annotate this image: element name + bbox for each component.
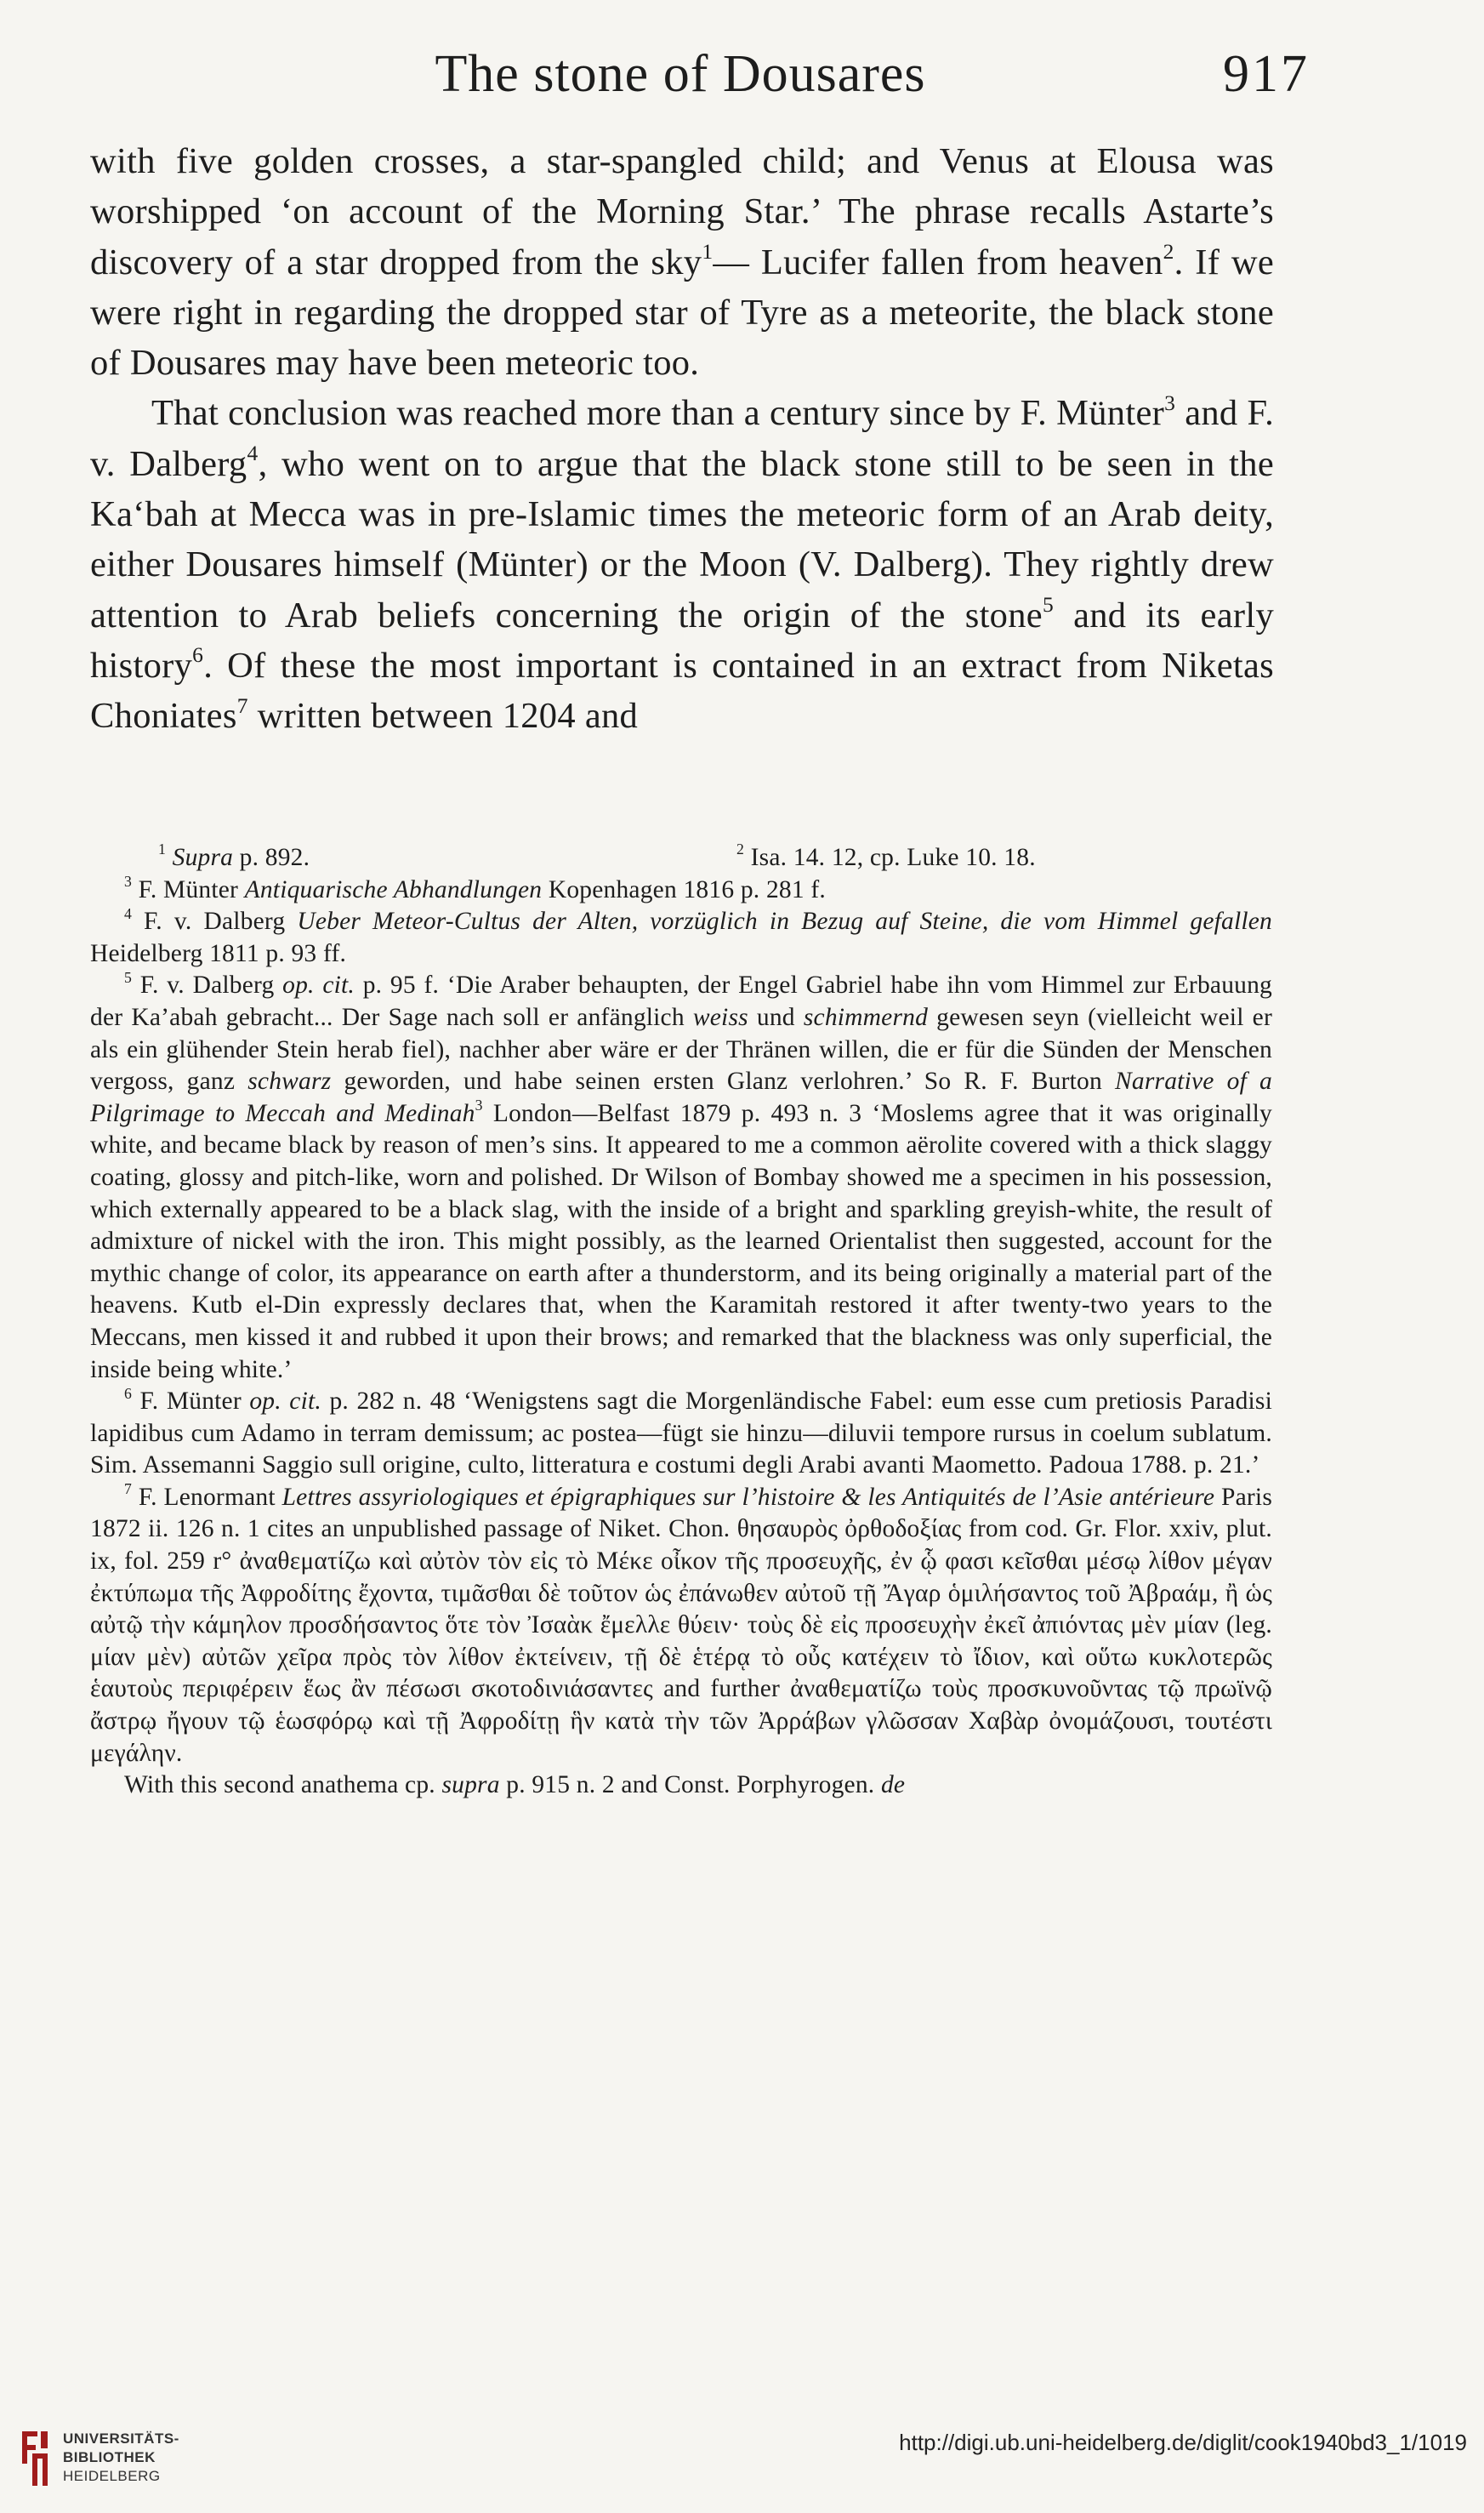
text-run: F. v. Dalberg (132, 908, 298, 936)
text-run: written between 1204 and (247, 696, 639, 737)
logo-line: HEIDELBERG (63, 2468, 161, 2484)
footnote-ref[interactable]: 2 (1163, 238, 1174, 264)
italic-text: Supra (172, 844, 234, 871)
text-run: p. 95 f. ‘Die Araber behaupten, der Engel Gabriel habe ihn vom Himmel zur Erbauung der Ka’abah gebracht... Der Sage nach soll er anfänglich (90, 972, 1272, 1031)
text-run: F. Lenormant (132, 1483, 282, 1511)
text-run: With this second anathema cp. (124, 1771, 442, 1799)
text-run: That conclusion was reached more than a century since by F. Münter (151, 393, 1165, 434)
text-run: p. 892. (233, 844, 310, 871)
text-run: F. v. Dalberg (132, 972, 283, 1000)
text-run: London—Belfast 1879 p. 493 n. 3 ‘Moslems agree that it was originally white, and became black by reason of men’s sins. It appeared to me a common aërolite covered with a thick slaggy coating, glossy and pitch-like, worn and polished. Dr Wilson of Bombay showed me a specimen in his possession, which externally appeared to be a black slag, with the inside of a bright and sparkling greyish-white, the result of admixture of nickel with the iron. This might possibly, as the learned Orientalist then suggested, account for the mythic change of color, its appearance on earth after a thunderstorm, and its being originally a material part of the heavens. Kutb el-Din expressly declares that, when the Karamitah restored it after twenty-two years to the Meccans, men kissed it and rubbed it upon their brows; and remarked that the blackness was only superficial, the inside being white.’ (90, 1099, 1272, 1383)
footnote-ref[interactable]: 6 (192, 642, 204, 668)
main-text (90, 136, 1274, 742)
italic-text: op. cit. (282, 972, 355, 1000)
footnote-3 (90, 875, 1272, 907)
text-run: p. 282 n. 48 ‘Wenigstens sagt die Morgenländische Fabel: eum esse cum pretiosis Paradisi lapidibus cum Adamo in terram demissum; ac postea—fügt sie hinzu—diluvii tempore rursus in coelum sublatum. Sim. Assemanni Saggio sull origine, culto, litteratura e costumi degli Arabi avanti Maometto. Padoua 1788. p. 21.’ (90, 1388, 1272, 1479)
text-run: F. Münter (132, 1388, 250, 1416)
italic-text: schwarz (247, 1068, 332, 1096)
text-run: F. Münter (132, 875, 245, 903)
library-logo[interactable] (15, 2425, 355, 2501)
source-url-link[interactable]: http://digi.ub.uni-heidelberg.de/diglit/cook1940bd3_1/1019 (899, 2430, 1467, 2455)
footnote-number: 5 (124, 968, 133, 986)
text-run: und (748, 1003, 804, 1031)
footnote-1 (90, 842, 702, 875)
footnote-5 (90, 970, 1272, 1386)
italic-text: weiss (692, 1003, 748, 1031)
text-run: Paris 1872 ii. 126 n. 1 cites an unpublished passage of Niket. Chon. θησαυρὸς ὀρθοδοξίας from cod. Gr. Flor. xxiv, plut. ix, fol. 259 r° ἀναθεματίζω καὶ αὐτὸν τὸν εἰς τὸ Μέκε οἶκον τῆς προσευχῆς, ἐν ᾧ φασι κεῖσθαι μέσῳ λίθον μέγαν ἐκτύπωμα τῆς Ἀφροδίτης ἔχοντα, τιμᾶσθαι δὲ τοῦτον ὡς ἐπάνωθεν αὐτοῦ τῇ Ἄγαρ ὁμιλήσαντος τοῦ Ἀβραάμ, ἢ ὡς αὐτῷ τὴν κάμηλον προσδήσαντος ὅτε τὸν Ἰσαὰκ ἔμελλε θύειν· τοὺς δὲ εἰς προσευχὴν ἐκεῖ ἀπιόντας μὲν μίαν (leg. μίαν μὲν) αὐτῶν χεῖρα πρὸς τὸν λίθον ἐκτείνειν, τῇ δὲ ἑτέρᾳ τὸ οὖς κατέχειν τὸ ἴδιον, καὶ οὕτω κυκλοτερῶς ἑαυτοὺς περιφέρειν ἕως ἂν πέσωσι σκοτοδινιάσαντες and further ἀναθεματίζω τοὺς προσκυνοῦντας τῷ πρωϊνῷ ἄστρῳ ἤγουν τῷ ἑωσφόρῳ καὶ τῇ Ἀφροδίτῃ ἣν κατὰ τὴν τῶν Ἀρράβων γλῶσσαν Χαβὰρ ὀνομάζουσι, τουτέστι μεγάλην. (90, 1483, 1272, 1767)
italic-text: Lettres assyriologiques et épigraphiques sur l’histoire & les Antiquités de l’Asie antérieure (281, 1483, 1215, 1511)
footnote-6 (90, 1386, 1272, 1482)
footnote-number: 7 (124, 1480, 133, 1498)
footnote-1-2 (90, 842, 1272, 875)
footnote-number: 1 (158, 841, 167, 858)
page-title: The stone of Dousares (435, 45, 926, 103)
footnote-number: 2 (736, 841, 745, 858)
edition-superscript: 3 (475, 1097, 483, 1114)
paragraph-1 (90, 136, 1274, 388)
text-run: geworden, und habe seinen ersten Glanz verlohren.’ So R. F. Burton (331, 1068, 1116, 1096)
text-run: and F. v. Dalberg (90, 393, 1275, 484)
italic-text: schimmernd (803, 1003, 929, 1031)
text-run: — Lucifer fallen from heaven (713, 242, 1163, 282)
footnote-ref[interactable]: 3 (1164, 390, 1176, 415)
text-run: gewesen seyn (vielleicht weil er als ein glühender Stein herab fiel), nachher aber wäre er der Thränen willen, die er für die Sünden der Menschen vergoss, ganz (90, 1003, 1272, 1096)
footnote-7-continued (90, 1769, 1272, 1802)
footnote-number: 3 (124, 873, 133, 890)
text-run: . Of these the most important is contained in an extract from Niketas Choniates (90, 645, 1274, 737)
logo-line: UNIVERSITÄTS- (63, 2430, 179, 2447)
page-number: 917 (1223, 45, 1310, 103)
text-run: Kopenhagen 1816 p. 281 f. (542, 875, 826, 903)
italic-text: supra (441, 1771, 500, 1799)
italic-text: de (880, 1771, 906, 1799)
running-head (85, 44, 1310, 112)
footnote-number: 4 (124, 904, 133, 922)
footnote-4 (90, 906, 1272, 970)
italic-text: Ueber Meteor-Cultus der Alten, vorzüglich in Bezug auf Steine, die vom Himmel gefallen (297, 908, 1272, 936)
footnote-ref[interactable]: 1 (702, 238, 714, 264)
footnote-number: 6 (124, 1384, 133, 1402)
footnote-7 (90, 1482, 1272, 1769)
footnote-ref[interactable]: 5 (1042, 591, 1054, 617)
text-run: . If we were right in regarding the dropped star of Tyre as a meteorite, the black stone of Dousares may have been meteoric too. (90, 242, 1274, 384)
library-emblem-icon (15, 2425, 54, 2493)
text-run: Isa. 14. 12, cp. Luke 10. 18. (744, 844, 1036, 871)
text-run: p. 915 n. 2 and Const. Porphyrogen. (499, 1771, 881, 1799)
italic-text: Antiquarische Abhandlungen (244, 875, 543, 903)
footnote-ref[interactable]: 4 (247, 441, 259, 466)
text-run: with five golden crosses, a star-spangled child; and Venus at Elousa was worshipped ‘on account of the Morning Star.’ The phrase recalls Astarte’s discovery of a star dropped from the sky (90, 141, 1274, 282)
text-run: and its early history (90, 595, 1274, 686)
italic-text: op. cit. (249, 1388, 321, 1416)
text-run: , who went on to argue that the black stone still to be seen in the Ka‘bah at Mecca was in pre-Islamic times the meteoric form of an Arab deity, either Dousares himself (Münter) or the Moon (V. Dalberg). They rightly drew attention to Arab beliefs concerning the origin of the stone (90, 443, 1274, 635)
digitization-footer (0, 2416, 1484, 2513)
logo-line: BIBLIOTHEK (63, 2449, 156, 2465)
footnote-ref[interactable]: 7 (236, 692, 248, 718)
italic-text: Narrative of a Pilgrimage to Meccah and Medinah (90, 1068, 1273, 1127)
paragraph-2 (90, 388, 1274, 741)
footnote-2 (702, 842, 1036, 875)
logo-text (63, 2430, 179, 2486)
text-run: Heidelberg 1811 p. 93 ff. (90, 939, 347, 967)
footnotes (90, 842, 1272, 1802)
